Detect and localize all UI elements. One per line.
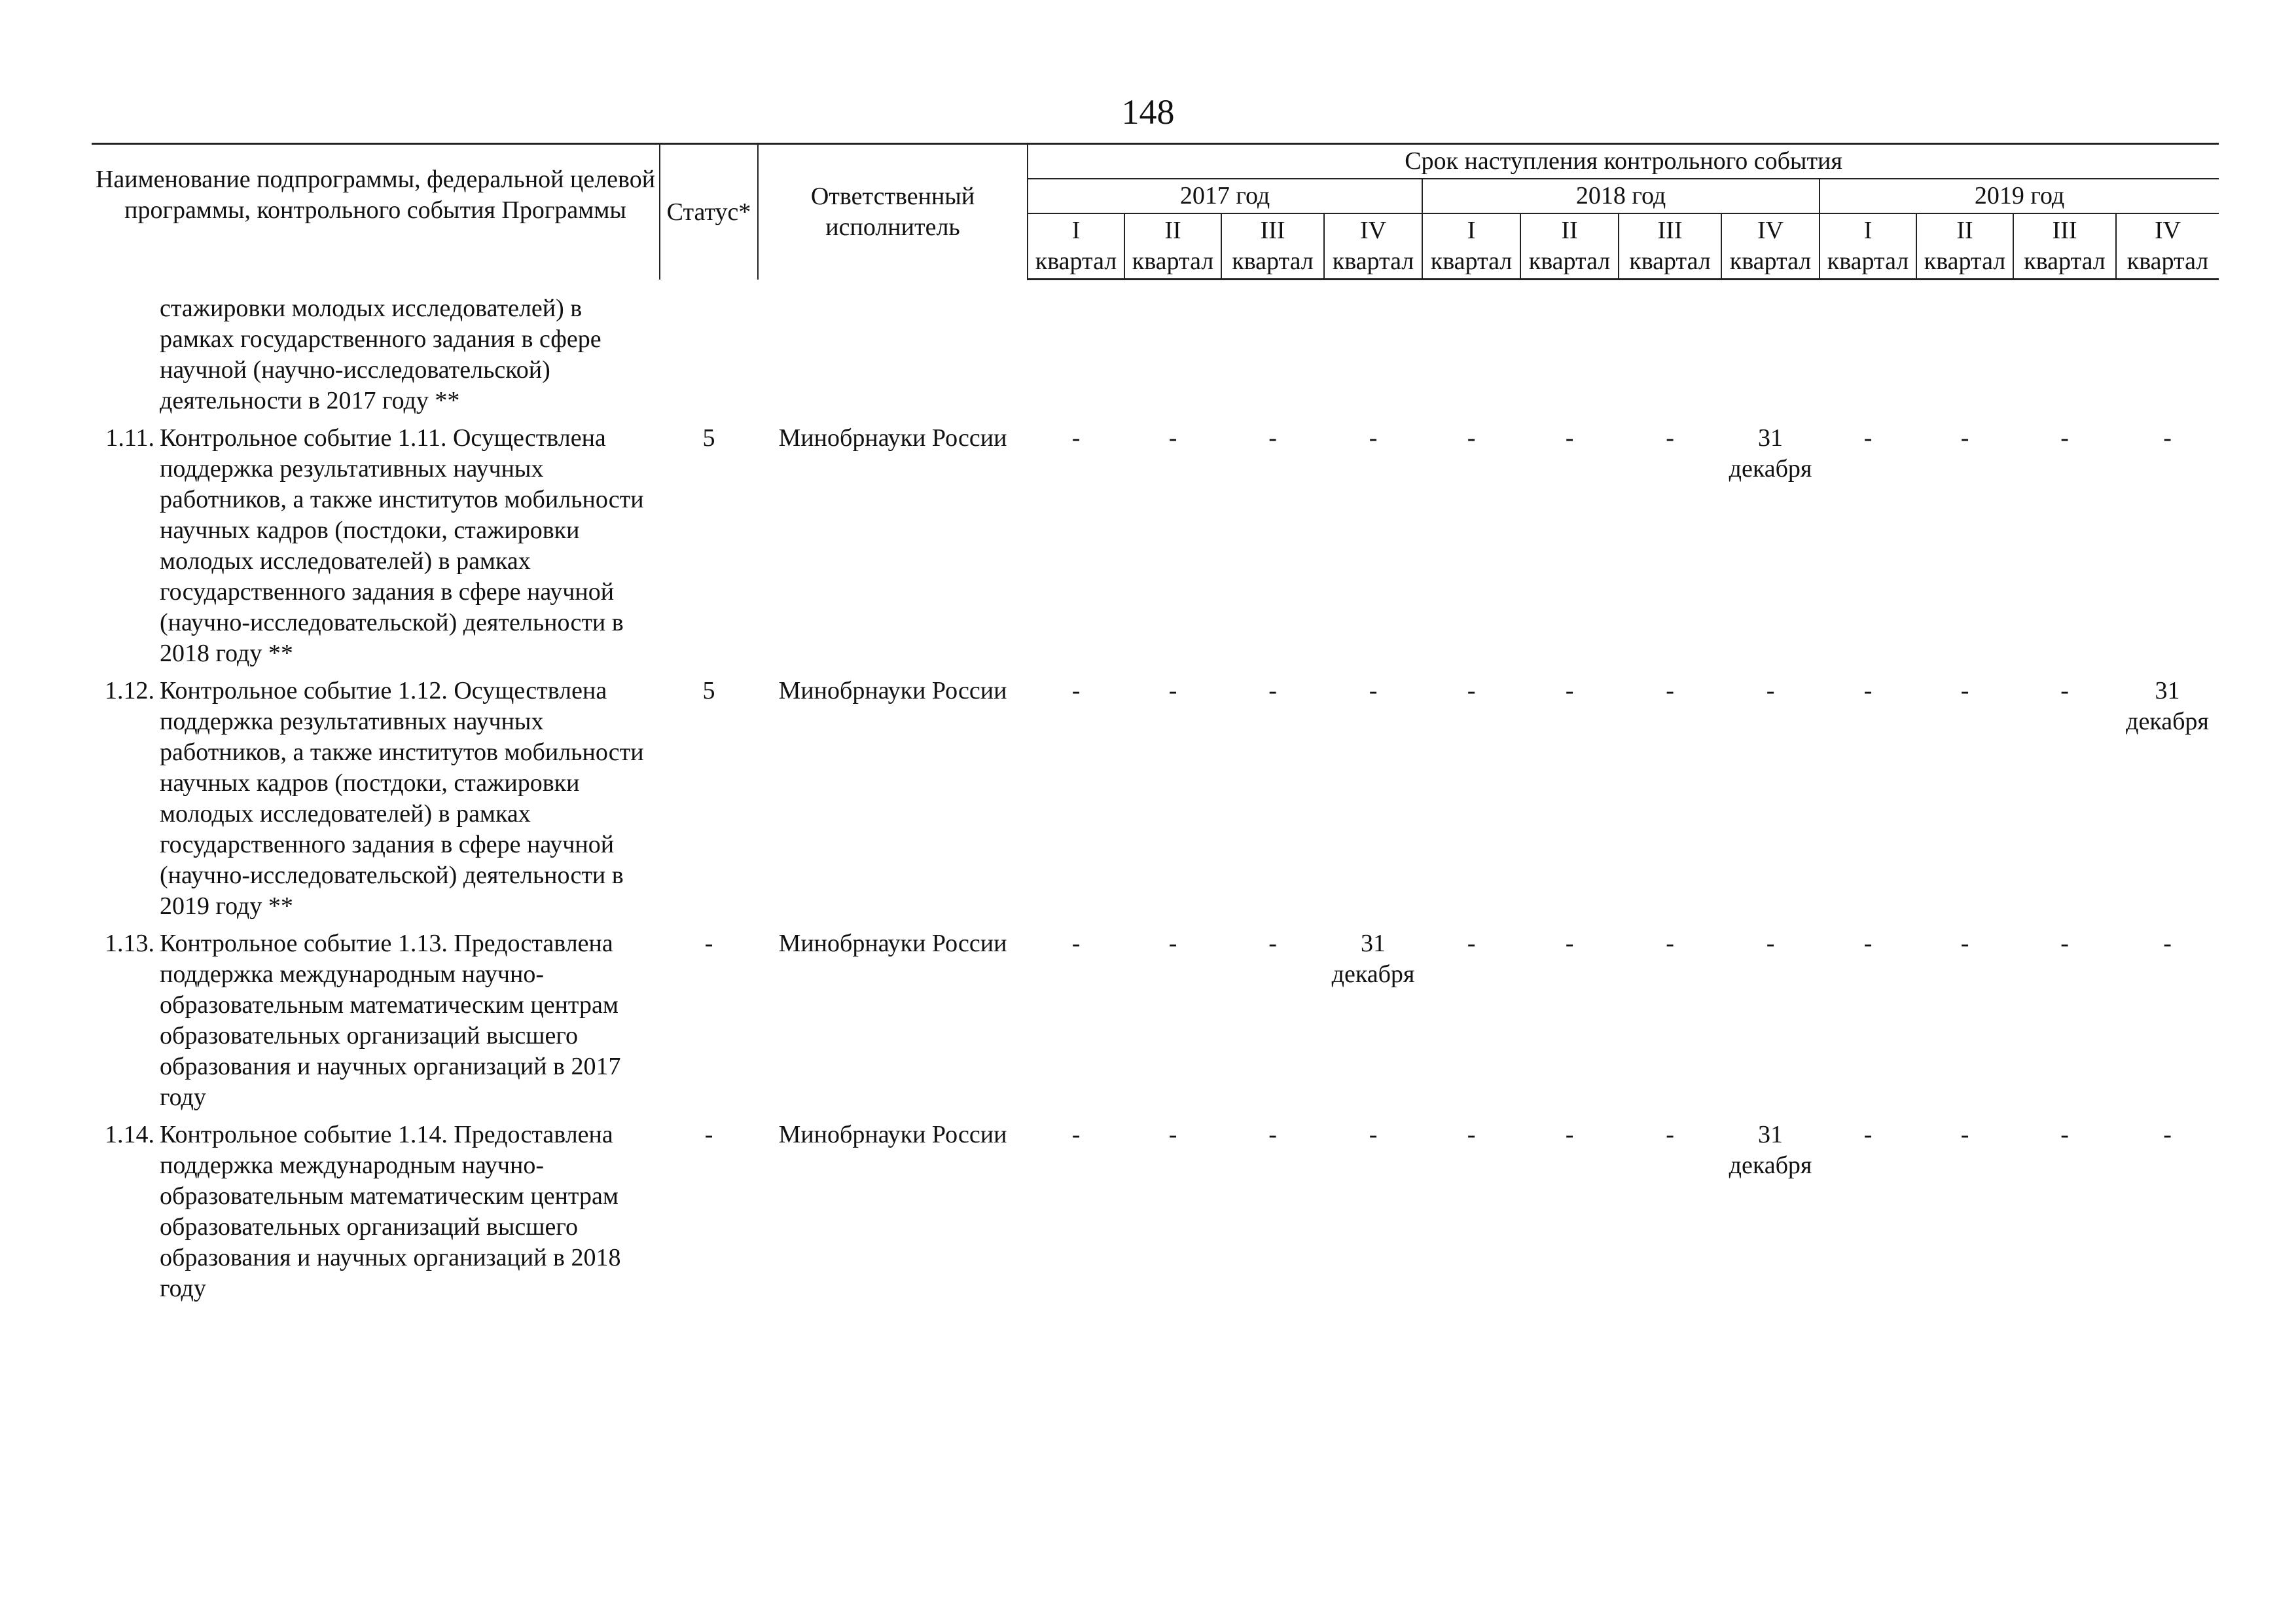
quarter-cell: - (2163, 424, 2172, 452)
quarter-cell: - (1268, 424, 1277, 452)
quarter-label: квартал (1232, 247, 1314, 275)
quarter-numeral: IV (1757, 217, 1784, 244)
quarter-cell: - (2060, 424, 2069, 452)
header-quarter (1820, 213, 1916, 280)
header-year-2019: 2019 год (1820, 179, 2219, 213)
event-number (92, 293, 157, 423)
quarter-numeral: I (1863, 217, 1873, 244)
event-status: 5 (702, 424, 715, 452)
quarter-cell: - (1666, 677, 1674, 704)
quarter-label: квартал (1132, 247, 1214, 275)
quarter-numeral: III (1260, 217, 1285, 244)
event-name: Контрольное событие 1.14. Предоставлена поддержка международным научно-образовательным математическим центрам образовательных организаций высшего образования и научных организаций в 2018 году (160, 1121, 621, 1302)
quarter-cell (1124, 293, 1221, 423)
quarter-cell: - (1766, 930, 1775, 957)
event-name: стажировки молодых исследователей) в рамках государственного задания в сфере научной (научно-исследовательской) деятельности в 2017 году ** (160, 295, 601, 414)
page-number: 148 (1121, 92, 1175, 132)
quarter-numeral: IV (2154, 217, 2181, 244)
quarter-label: квартал (1629, 247, 1711, 275)
quarter-numeral: III (1657, 217, 1683, 244)
quarter-cell: - (2060, 677, 2069, 704)
quarter-cell: - (1168, 677, 1177, 704)
quarter-cell (1916, 293, 2013, 423)
quarter-cell: - (1268, 930, 1277, 957)
quarter-cell: - (1863, 930, 1873, 957)
event-responsible: Минобрнауки России (778, 1121, 1007, 1148)
quarter-cell (1221, 293, 1324, 423)
quarter-label: квартал (1729, 247, 1812, 275)
quarter-numeral: II (1956, 217, 1973, 244)
header-quarter (1028, 213, 1124, 280)
quarter-cell: - (1960, 424, 1969, 452)
quarter-numeral: IV (1359, 217, 1387, 244)
header-year-2017: 2017 год (1028, 179, 1422, 213)
quarter-cell (1820, 293, 1916, 423)
quarter-label: квартал (1924, 247, 2006, 275)
header-quarter (1124, 213, 1221, 280)
table-row (92, 423, 2219, 676)
quarter-cell: - (1071, 424, 1081, 452)
header-quarter (1422, 213, 1520, 280)
quarter-cell: - (1168, 1121, 1177, 1148)
event-number: 1.12. (105, 677, 154, 704)
quarter-label: квартал (2126, 247, 2209, 275)
header-deadline: Срок наступления контрольного события (1028, 144, 2219, 179)
quarter-cell: 31 декабря (2126, 677, 2209, 735)
quarter-cell (1324, 293, 1422, 423)
quarter-cell: - (1467, 1121, 1476, 1148)
header-status: Статус* (660, 144, 758, 280)
quarter-cell: - (1666, 1121, 1674, 1148)
quarter-cell: - (1565, 1121, 1574, 1148)
header-quarter (2116, 213, 2219, 280)
table-row (92, 293, 2219, 423)
event-name: Контрольное событие 1.12. Осуществлена поддержка результативных научных работников, а также институтов мобильности научных кадров (постдоки, стажировки молодых исследователей) в рамках государственного задания в сфере научной (научно-исследовательской) деятельности в 2019 году ** (160, 677, 644, 920)
quarter-cell: - (1863, 1121, 1873, 1148)
event-number: 1.14. (105, 1121, 154, 1148)
event-status: 5 (702, 677, 715, 704)
header-name: Наименование подпрограммы, федеральной целевой программы, контрольного события Программы (92, 144, 660, 280)
quarter-label: квартал (1035, 247, 1117, 275)
quarter-cell: - (1369, 424, 1378, 452)
quarter-cell: - (1467, 677, 1476, 704)
header-quarter (1221, 213, 1324, 280)
quarter-cell: - (1960, 677, 1969, 704)
quarter-cell: - (1666, 930, 1674, 957)
quarter-label: квартал (1528, 247, 1611, 275)
event-status: - (704, 1121, 713, 1148)
event-responsible (758, 293, 1028, 423)
quarter-label: квартал (1430, 247, 1513, 275)
table-row (92, 1120, 2219, 1311)
quarter-cell (1422, 293, 1520, 423)
quarter-cell (1721, 293, 1820, 423)
control-events-table (92, 143, 2219, 1311)
table-row (92, 928, 2219, 1120)
quarter-cell (1520, 293, 1619, 423)
quarter-label: квартал (1827, 247, 1909, 275)
quarter-cell: - (1565, 424, 1574, 452)
header-year-2018: 2018 год (1422, 179, 1820, 213)
quarter-cell: - (1071, 930, 1081, 957)
quarter-label: квартал (2024, 247, 2106, 275)
quarter-cell: 31 декабря (1729, 1121, 1812, 1179)
quarter-numeral: III (2052, 217, 2077, 244)
quarter-numeral: II (1164, 217, 1181, 244)
quarter-cell: - (2060, 930, 2069, 957)
quarter-cell: 31 декабря (1729, 424, 1812, 483)
quarter-cell: - (1863, 424, 1873, 452)
quarter-label: квартал (1332, 247, 1414, 275)
event-number: 1.13. (105, 930, 154, 957)
event-responsible: Минобрнауки России (778, 930, 1007, 957)
quarter-cell: - (1071, 1121, 1081, 1148)
event-name: Контрольное событие 1.13. Предоставлена поддержка международным научно-образовательным математическим центрам образовательных организаций высшего образования и научных организаций в 2017 году (160, 930, 621, 1111)
quarter-cell: - (1863, 677, 1873, 704)
quarter-cell: - (1467, 930, 1476, 957)
quarter-cell: - (1960, 930, 1969, 957)
quarter-cell (1619, 293, 1721, 423)
quarter-cell: - (1268, 677, 1277, 704)
quarter-cell (2013, 293, 2116, 423)
header-quarter (1721, 213, 1820, 280)
quarter-numeral: I (1071, 217, 1081, 244)
header-quarter (2013, 213, 2116, 280)
quarter-cell (1028, 293, 1124, 423)
quarter-cell (2116, 293, 2219, 423)
quarter-cell: - (1168, 930, 1177, 957)
event-name: Контрольное событие 1.11. Осуществлена поддержка результативных научных работников, а также институтов мобильности научных кадров (постдоки, стажировки молодых исследователей) в рамках государственного задания в сфере научной (научно-исследовательской) деятельности в 2018 году ** (160, 424, 644, 667)
quarter-numeral: II (1561, 217, 1578, 244)
quarter-cell: - (1268, 1121, 1277, 1148)
event-responsible: Минобрнауки России (778, 677, 1007, 704)
event-responsible: Минобрнауки России (778, 424, 1007, 452)
quarter-numeral: I (1467, 217, 1476, 244)
quarter-cell: - (1071, 677, 1081, 704)
event-number: 1.11. (105, 424, 154, 452)
quarter-cell: - (1766, 677, 1775, 704)
quarter-cell: - (2060, 1121, 2069, 1148)
quarter-cell: - (1565, 677, 1574, 704)
quarter-cell: - (1168, 424, 1177, 452)
spacer-row (92, 280, 2219, 294)
table-row (92, 676, 2219, 928)
header-quarter (1520, 213, 1619, 280)
quarter-cell: - (1666, 424, 1674, 452)
header-quarter (1619, 213, 1721, 280)
event-status: - (704, 930, 713, 957)
quarter-cell: - (1960, 1121, 1969, 1148)
quarter-cell: - (2163, 1121, 2172, 1148)
quarter-cell: - (1565, 930, 1574, 957)
event-status (660, 293, 758, 423)
header-quarter (1916, 213, 2013, 280)
quarter-cell: - (1369, 677, 1378, 704)
header-quarter (1324, 213, 1422, 280)
quarter-cell: - (2163, 930, 2172, 957)
quarter-cell: - (1467, 424, 1476, 452)
quarter-cell: - (1369, 1121, 1378, 1148)
quarter-cell: 31 декабря (1331, 930, 1415, 988)
header-responsible: Ответственный исполнитель (758, 144, 1028, 280)
